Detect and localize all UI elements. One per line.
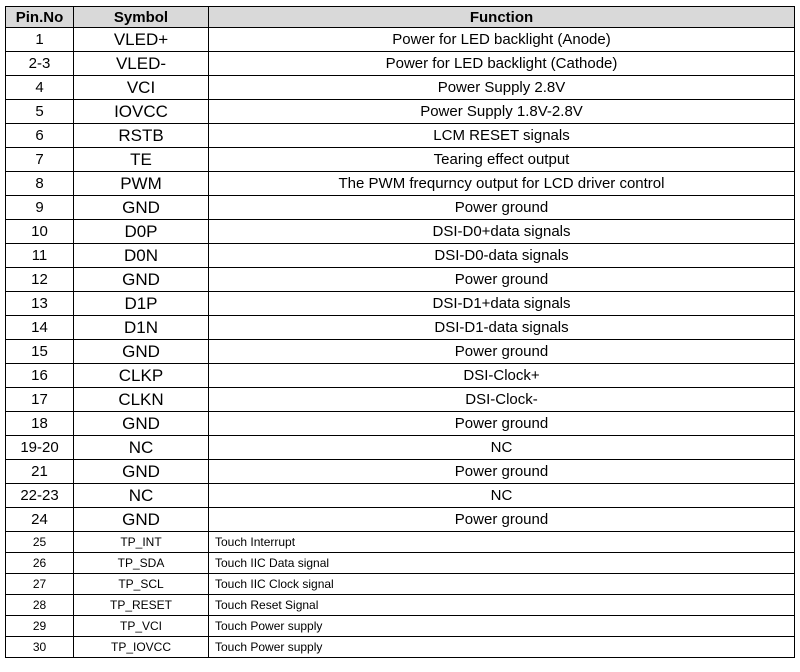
pin-cell: 11 [6,244,74,268]
pin-cell: 12 [6,268,74,292]
symbol-cell: TP_INT [74,532,209,553]
table-row [6,553,795,574]
table-row [6,76,795,100]
pin-cell: 17 [6,388,74,412]
table-row [6,574,795,595]
pin-cell: 9 [6,196,74,220]
symbol-cell: TP_SCL [74,574,209,595]
symbol-cell: TP_VCI [74,616,209,637]
symbol-cell: TP_RESET [74,595,209,616]
header-pin-no: Pin.No [6,7,74,28]
pin-cell: 28 [6,595,74,616]
symbol-cell: VLED- [74,52,209,76]
function-cell: DSI-D1+data signals [209,292,795,316]
function-cell: DSI-Clock- [209,388,795,412]
function-cell: Power Supply 2.8V [209,76,795,100]
function-cell: Touch IIC Data signal [209,553,795,574]
pin-cell: 26 [6,553,74,574]
pin-cell: 1 [6,28,74,52]
table-row [6,268,795,292]
symbol-cell: TP_IOVCC [74,637,209,658]
function-cell: Tearing effect output [209,148,795,172]
pin-cell: 6 [6,124,74,148]
table-row [6,148,795,172]
function-cell: DSI-D1-data signals [209,316,795,340]
symbol-cell: GND [74,196,209,220]
table-row [6,316,795,340]
function-cell: Touch Power supply [209,637,795,658]
symbol-cell: D0N [74,244,209,268]
pin-cell: 19-20 [6,436,74,460]
symbol-cell: GND [74,412,209,436]
pin-cell: 7 [6,148,74,172]
pin-cell: 21 [6,460,74,484]
pin-cell: 27 [6,574,74,595]
pin-table-body [6,28,795,658]
function-cell: Power Supply 1.8V-2.8V [209,100,795,124]
table-row [6,364,795,388]
function-cell: Power ground [209,196,795,220]
pin-cell: 2-3 [6,52,74,76]
pin-cell: 5 [6,100,74,124]
pin-cell: 10 [6,220,74,244]
table-row [6,637,795,658]
table-row [6,340,795,364]
symbol-cell: GND [74,268,209,292]
function-cell: Touch Power supply [209,616,795,637]
table-row [6,436,795,460]
function-cell: Power for LED backlight (Cathode) [209,52,795,76]
pin-cell: 25 [6,532,74,553]
symbol-cell: IOVCC [74,100,209,124]
symbol-cell: NC [74,484,209,508]
table-row [6,124,795,148]
pin-cell: 15 [6,340,74,364]
pin-cell: 22-23 [6,484,74,508]
pin-table [5,6,795,658]
symbol-cell: D1P [74,292,209,316]
symbol-cell: GND [74,340,209,364]
symbol-cell: TP_SDA [74,553,209,574]
pin-cell: 4 [6,76,74,100]
pin-cell: 16 [6,364,74,388]
pin-cell: 24 [6,508,74,532]
header-symbol: Symbol [74,7,209,28]
pin-cell: 30 [6,637,74,658]
symbol-cell: GND [74,460,209,484]
table-row [6,388,795,412]
function-cell: Power for LED backlight (Anode) [209,28,795,52]
symbol-cell: NC [74,436,209,460]
symbol-cell: CLKN [74,388,209,412]
function-cell: Power ground [209,340,795,364]
symbol-cell: PWM [74,172,209,196]
function-cell: Power ground [209,460,795,484]
function-cell: Touch IIC Clock signal [209,574,795,595]
symbol-cell: CLKP [74,364,209,388]
function-cell: Power ground [209,508,795,532]
table-row [6,532,795,553]
symbol-cell: GND [74,508,209,532]
pin-cell: 18 [6,412,74,436]
function-cell: The PWM frequrncy output for LCD driver control [209,172,795,196]
function-cell: Touch Reset Signal [209,595,795,616]
table-row [6,412,795,436]
table-row [6,172,795,196]
pin-cell: 8 [6,172,74,196]
symbol-cell: D0P [74,220,209,244]
function-cell: DSI-Clock+ [209,364,795,388]
table-row [6,220,795,244]
function-cell: DSI-D0-data signals [209,244,795,268]
function-cell: NC [209,484,795,508]
function-cell: Power ground [209,268,795,292]
table-row [6,196,795,220]
symbol-cell: VLED+ [74,28,209,52]
pin-cell: 14 [6,316,74,340]
table-row [6,100,795,124]
table-row [6,508,795,532]
table-row [6,244,795,268]
symbol-cell: D1N [74,316,209,340]
symbol-cell: VCI [74,76,209,100]
table-row [6,28,795,52]
symbol-cell: TE [74,148,209,172]
pin-table-header [6,7,795,28]
table-row [6,292,795,316]
function-cell: Touch Interrupt [209,532,795,553]
pin-cell: 29 [6,616,74,637]
function-cell: NC [209,436,795,460]
function-cell: Power ground [209,412,795,436]
table-row [6,484,795,508]
table-row [6,595,795,616]
header-function: Function [209,7,795,28]
symbol-cell: RSTB [74,124,209,148]
table-row [6,616,795,637]
function-cell: LCM RESET signals [209,124,795,148]
function-cell: DSI-D0+data signals [209,220,795,244]
table-row [6,52,795,76]
pin-cell: 13 [6,292,74,316]
table-row [6,460,795,484]
